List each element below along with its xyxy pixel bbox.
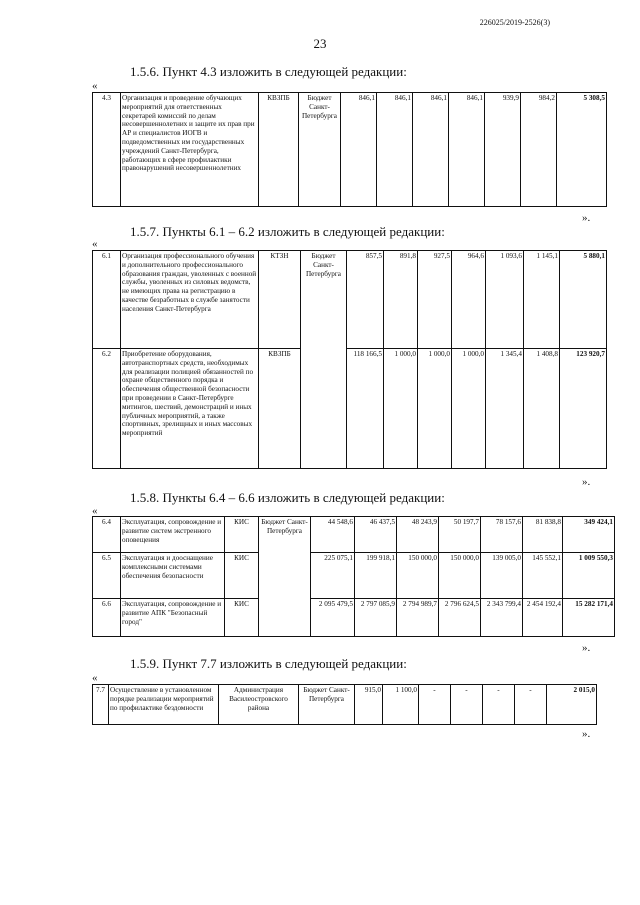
value-cell: 145 552,1 [523, 553, 563, 599]
section-heading-1-5-8: 1.5.8. Пункты 6.4 – 6.6 изложить в следующей редакции: [130, 490, 445, 505]
executor: КВЗПБ [259, 349, 301, 469]
closing-quote: ». [582, 642, 591, 654]
measure-name: Эксплуатация и дооснащение комплексными системами обеспечения безопасности [121, 553, 225, 599]
value-cell: 1 145,1 [524, 251, 560, 349]
section-heading-1-5-7: 1.5.7. Пункты 6.1 – 6.2 изложить в следующей редакции: [130, 224, 445, 239]
table-row [93, 553, 615, 599]
funding-source: Бюджет Санкт-Петербурга [301, 251, 347, 469]
executor: КТЗН [259, 251, 301, 349]
value-cell: 1 408,8 [524, 349, 560, 469]
table-7-7 [92, 684, 597, 725]
value-cell: 1 093,6 [486, 251, 524, 349]
value-cell: - [451, 685, 483, 725]
value-cell: 915,0 [355, 685, 383, 725]
value-cell: 1 000,0 [384, 349, 418, 469]
closing-quote: ». [582, 212, 591, 224]
total-cell: 349 424,1 [563, 517, 615, 553]
value-cell: - [419, 685, 451, 725]
executor: КИС [225, 599, 259, 637]
measure-name: Эксплуатация, сопровождение и развитие систем экстренного оповещения [121, 517, 225, 553]
value-cell: 1 000,0 [452, 349, 486, 469]
row-number: 6.5 [93, 553, 121, 599]
row-number: 6.1 [93, 251, 121, 349]
total-cell: 15 282 171,4 [563, 599, 615, 637]
measure-name: Осуществление в установленном порядке реализации мероприятий по профилактике бездомности [109, 685, 219, 725]
total-cell: 1 009 550,3 [563, 553, 615, 599]
total-cell: 123 920,7 [560, 349, 607, 469]
total-cell: 5 308,5 [557, 93, 607, 207]
section-heading-1-5-6: 1.5.6. Пункт 4.3 изложить в следующей редакции: [130, 64, 407, 79]
funding-source: Бюджет Санкт-Петербурга [259, 517, 311, 637]
funding-source: Бюджет Санкт-Петербурга [299, 685, 355, 725]
value-cell: 225 075,1 [311, 553, 355, 599]
value-cell: 846,1 [413, 93, 449, 207]
table-row [93, 685, 597, 725]
value-cell: 150 000,0 [397, 553, 439, 599]
value-cell: 48 243,9 [397, 517, 439, 553]
measure-name: Эксплуатация, сопровождение и развитие АПК "Безопасный город" [121, 599, 225, 637]
executor: Администрация Василеостровского района [219, 685, 299, 725]
value-cell: - [483, 685, 515, 725]
value-cell: 1 000,0 [418, 349, 452, 469]
executor: КИС [225, 553, 259, 599]
value-cell: 927,5 [418, 251, 452, 349]
measure-name: Организация и проведение обучающих мероприятий для ответственных секретарей комиссий по делам несовершеннолетних и защите их прав при АР и специалистов ИОГВ и подведомственных им государственных учреждений Санкт-Петербурга, работающих в сфере профилактики правонарушений несовершеннолетних [121, 93, 259, 207]
table-row [93, 517, 615, 553]
funding-source: Бюджет Санкт-Петербурга [299, 93, 341, 207]
executor: КВЗПБ [259, 93, 299, 207]
table-row [93, 251, 607, 349]
section-heading-1-5-9: 1.5.9. Пункт 7.7 изложить в следующей редакции: [130, 656, 407, 671]
row-number: 6.4 [93, 517, 121, 553]
measure-name: Приобретение оборудования, автотранспортных средств, необходимых для реализации полицией обязанностей по охране общественного порядка и обеспечения общественной безопасности при проведении в Санкт-Петербурге митингов, шествий, демонстраций и иных публичных мероприятий, а также спортивных, зрелищных и иных массовых мероприятий [121, 349, 259, 469]
value-cell: 939,9 [485, 93, 521, 207]
value-cell: 846,1 [377, 93, 413, 207]
table-6-4-6-6 [92, 516, 615, 637]
value-cell: 118 166,5 [347, 349, 384, 469]
closing-quote: ». [582, 728, 591, 740]
value-cell: 1 100,0 [383, 685, 419, 725]
measure-name: Организация профессионального обучения и дополнительного профессионального образования граждан, уволенных с военной службы, уволенных из силовых ведомств, не имеющих права на регистрацию в качестве безработных в службе занятости населения Санкт-Петербурга [121, 251, 259, 349]
value-cell: 46 437,5 [355, 517, 397, 553]
value-cell: 2 454 192,4 [523, 599, 563, 637]
value-cell: 964,6 [452, 251, 486, 349]
value-cell: 150 000,0 [439, 553, 481, 599]
total-cell: 2 015,0 [547, 685, 597, 725]
total-cell: 5 880,1 [560, 251, 607, 349]
value-cell: 846,1 [341, 93, 377, 207]
value-cell: 2 095 479,5 [311, 599, 355, 637]
value-cell: 984,2 [521, 93, 557, 207]
opening-quote: « [92, 672, 98, 684]
opening-quote: « [92, 505, 98, 517]
value-cell: 891,8 [384, 251, 418, 349]
value-cell: 44 548,6 [311, 517, 355, 553]
opening-quote: « [92, 238, 98, 250]
executor: КИС [225, 517, 259, 553]
row-number: 6.6 [93, 599, 121, 637]
document-id: 226025/2019-2526(3) [479, 18, 550, 27]
table-6-1-6-2 [92, 250, 607, 469]
value-cell: 2 794 989,7 [397, 599, 439, 637]
value-cell: 846,1 [449, 93, 485, 207]
row-number: 6.2 [93, 349, 121, 469]
row-number: 7.7 [93, 685, 109, 725]
value-cell: 1 345,4 [486, 349, 524, 469]
value-cell: - [515, 685, 547, 725]
table-row [93, 599, 615, 637]
row-number: 4.3 [93, 93, 121, 207]
value-cell: 2 343 799,4 [481, 599, 523, 637]
value-cell: 139 005,0 [481, 553, 523, 599]
table-row [93, 349, 607, 469]
table-row [93, 93, 607, 207]
value-cell: 199 918,1 [355, 553, 397, 599]
value-cell: 50 197,7 [439, 517, 481, 553]
opening-quote: « [92, 80, 98, 92]
value-cell: 2 796 624,5 [439, 599, 481, 637]
value-cell: 81 838,8 [523, 517, 563, 553]
page-number: 23 [313, 36, 327, 51]
table-4-3 [92, 92, 607, 207]
value-cell: 2 797 085,9 [355, 599, 397, 637]
closing-quote: ». [582, 476, 591, 488]
value-cell: 857,5 [347, 251, 384, 349]
value-cell: 78 157,6 [481, 517, 523, 553]
